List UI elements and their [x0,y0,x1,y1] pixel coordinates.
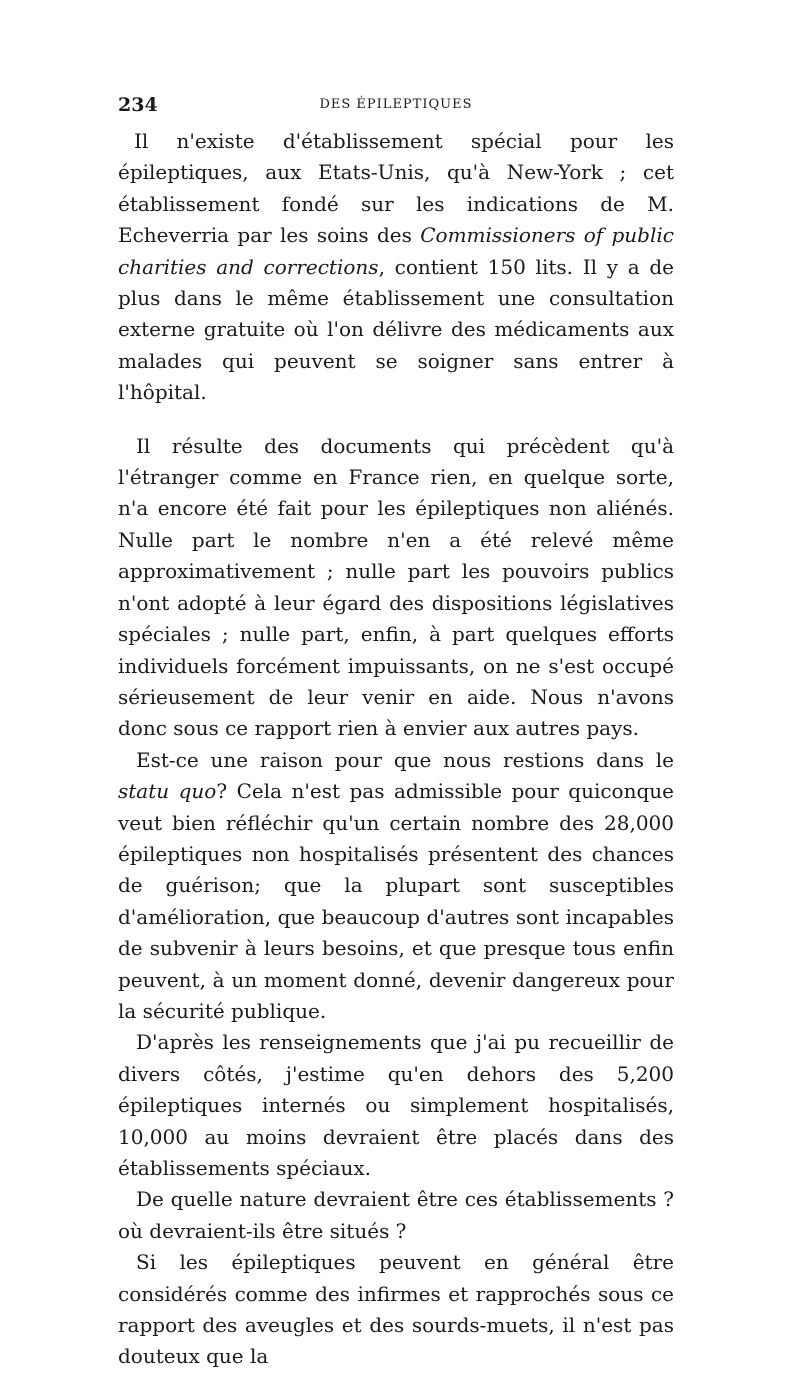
body-text [118,126,674,1373]
page-header [118,94,674,118]
paragraph-6-text: Si les épileptiques peuvent en général être considérés comme des infirmes et rapprochés sous ce rapport des aveugles et des sourds-muets, il n'est pas douteux que la [118,1250,674,1369]
paragraph-6 [118,1247,674,1373]
paragraph-3 [118,745,674,1028]
paragraph-1-italic: Commissioners of public charities and corrections [118,223,674,279]
paragraph-5-text: De quelle nature devraient être ces établissements ? où devraient-ils être situés ? [118,1187,674,1243]
paragraph-2-text: Il résulte des documents qui précèdent qu'à l'étranger comme en France rien, en quelque sorte, n'a encore été fait pour les épileptiques non aliénés. Nulle part le nombre n'en a été relevé même approximativement ; nulle part les pouvoirs publics n'ont adopté à leur égard des dispositions législatives spéciales ; nulle part, enfin, à part quelques efforts individuels forcément impuissants, on ne s'est occupé sérieusement de leur venir en aide. Nous n'avons donc sous ce rapport rien à envier aux autres pays. [118,433,674,741]
paragraph-1 [118,126,674,409]
paragraph-4 [118,1027,674,1184]
paragraph-5 [118,1184,674,1247]
paragraph-1-text-end: , contient 150 lits. Il y a de plus dans le même établissement une consultation externe gratuite où l'on délivre des médicaments aux malades qui peuvent se soigner sans entrer à l'hôpital. [118,254,675,405]
paragraph-4-text: D'après les renseignements que j'ai pu recueillir de divers côtés, j'estime qu'en dehors des 5,200 épileptiques internés ou simplement hospitalisés, 10,000 au moins devraient être placés dans des établissements spéciaux. [118,1030,674,1180]
paragraph-3-text-end: ? Cela n'est pas admissible pour quiconque veut bien réfléchir qu'un certain nombre des 28,000 épileptiques non hospitalisés présentent des chances de guérison; que la plupart sont susceptibles d'amélioration, que beaucoup d'autres sont incapables de subvenir à leurs besoins, et que presque tous enfin peuvent, à un moment donné, devenir dangereux pour la sécurité publique. [118,779,674,1023]
paragraph-2 [118,431,674,745]
page-number: 234 [118,94,158,116]
paragraph-3-italic: statu quo [118,779,217,804]
paragraph-3-text: Est-ce une raison pour que nous restions dans le [136,747,674,772]
paragraph-1-text: Il n'existe d'établissement spécial pour les épileptiques, aux Etats-Unis, qu'à New-York ; cet établissement fondé sur les indications de M. Echeverria par les soins des [118,129,674,248]
running-title: DES ÉPILEPTIQUES [319,97,473,112]
